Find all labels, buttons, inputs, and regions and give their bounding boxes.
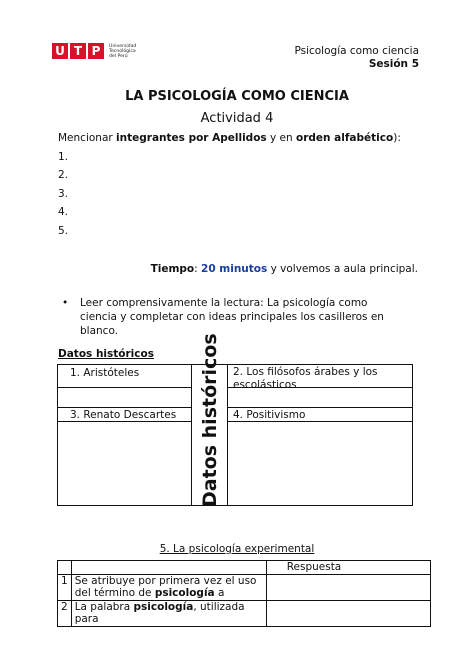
- row-1-pre: Se atribuye por primera vez el uso del término de: [74, 574, 257, 599]
- logo-letter-u: U: [52, 43, 68, 59]
- bullet-icon: •: [62, 297, 69, 309]
- table-row-1-question: [71, 574, 266, 600]
- row-2-post: , utilizada para: [74, 600, 245, 625]
- member-line-4: 4.: [58, 206, 69, 218]
- table-row: [58, 574, 431, 600]
- instruction-part3: ):: [393, 132, 401, 144]
- grid-cell-4-answer[interactable]: [227, 421, 413, 506]
- member-line-5: 5.: [58, 225, 69, 237]
- instruction: [58, 132, 401, 144]
- grid-cell-3-label: [57, 407, 192, 422]
- grid-cell-1-label: [57, 364, 192, 388]
- table-row: [58, 600, 431, 626]
- header-course: Psicología como ciencia: [294, 45, 419, 57]
- section-5-heading: [0, 543, 474, 555]
- grid-cell-2-text: 2. Los filósofos árabes y los escolásticos: [233, 366, 378, 391]
- logo-letter-t: T: [70, 43, 86, 59]
- table-row-1-num: 1: [58, 574, 72, 600]
- grid-cell-2-label: [227, 364, 413, 391]
- bullet-text: Leer comprensivamente la lectura: La psicología como ciencia y completar con ideas principales los casilleros en blanco.: [80, 297, 384, 337]
- grid-center-label: Datos históricos: [199, 333, 221, 507]
- table-header-question: [71, 561, 266, 575]
- datos-historicos-heading: Datos históricos: [58, 348, 154, 360]
- table-row-2-question: [71, 600, 266, 626]
- row-1-bold: psicología: [154, 587, 215, 599]
- time-label: Tiempo: [150, 263, 195, 275]
- table-header-respuesta: Respuesta: [266, 561, 430, 575]
- instruction-bold2: orden alfabético: [296, 132, 394, 144]
- logo-letters: [52, 43, 104, 59]
- table-row-2-num: 2: [58, 600, 72, 626]
- response-table: [57, 560, 431, 627]
- instruction-part2: y en: [266, 132, 297, 144]
- time-value: 20 minutos: [201, 263, 268, 275]
- row-2-bold: psicología: [133, 600, 194, 613]
- table-row-2-answer[interactable]: [266, 600, 430, 626]
- row-1-post: a: [214, 587, 225, 599]
- time-rest: y volvemos a aula principal.: [267, 263, 418, 275]
- logo-letter-p: P: [88, 43, 104, 59]
- section-5-title: La psicología experimental: [169, 543, 315, 555]
- grid-cell-2-answer[interactable]: [227, 387, 413, 408]
- grid-cell-4-text: 4. Positivismo: [233, 409, 306, 421]
- grid-cell-3-text: 3. Renato Descartes: [70, 409, 177, 421]
- grid-cell-3-answer[interactable]: [57, 421, 192, 506]
- grid-cell-4-label: [227, 407, 413, 422]
- table-header-num: [58, 561, 72, 575]
- instruction-bold1: integrantes por Apellidos: [116, 132, 267, 144]
- utp-logo: [52, 42, 149, 60]
- member-line-2: 2.: [58, 169, 69, 181]
- header-session: Sesión 5: [368, 58, 419, 70]
- grid-cell-1-answer[interactable]: [57, 387, 192, 408]
- logo-university-name: Universidad Tecnológica del Perú: [109, 43, 137, 59]
- time-notice: [151, 263, 418, 275]
- page-title: LA PSICOLOGÍA COMO CIENCIA: [125, 89, 349, 104]
- member-line-1: 1.: [58, 151, 69, 163]
- row-2-pre: La palabra: [74, 600, 134, 613]
- section-5-number: 5.: [159, 543, 170, 555]
- table-header-row: [58, 561, 431, 575]
- page-subtitle: Actividad 4: [200, 111, 274, 126]
- time-colon: :: [194, 263, 202, 275]
- member-line-3: 3.: [58, 188, 69, 200]
- instruction-part1: Mencionar: [58, 132, 117, 144]
- grid-cell-1-text: 1. Aristóteles: [70, 367, 140, 379]
- grid-center-column: [191, 333, 228, 507]
- table-row-1-answer[interactable]: [266, 574, 430, 600]
